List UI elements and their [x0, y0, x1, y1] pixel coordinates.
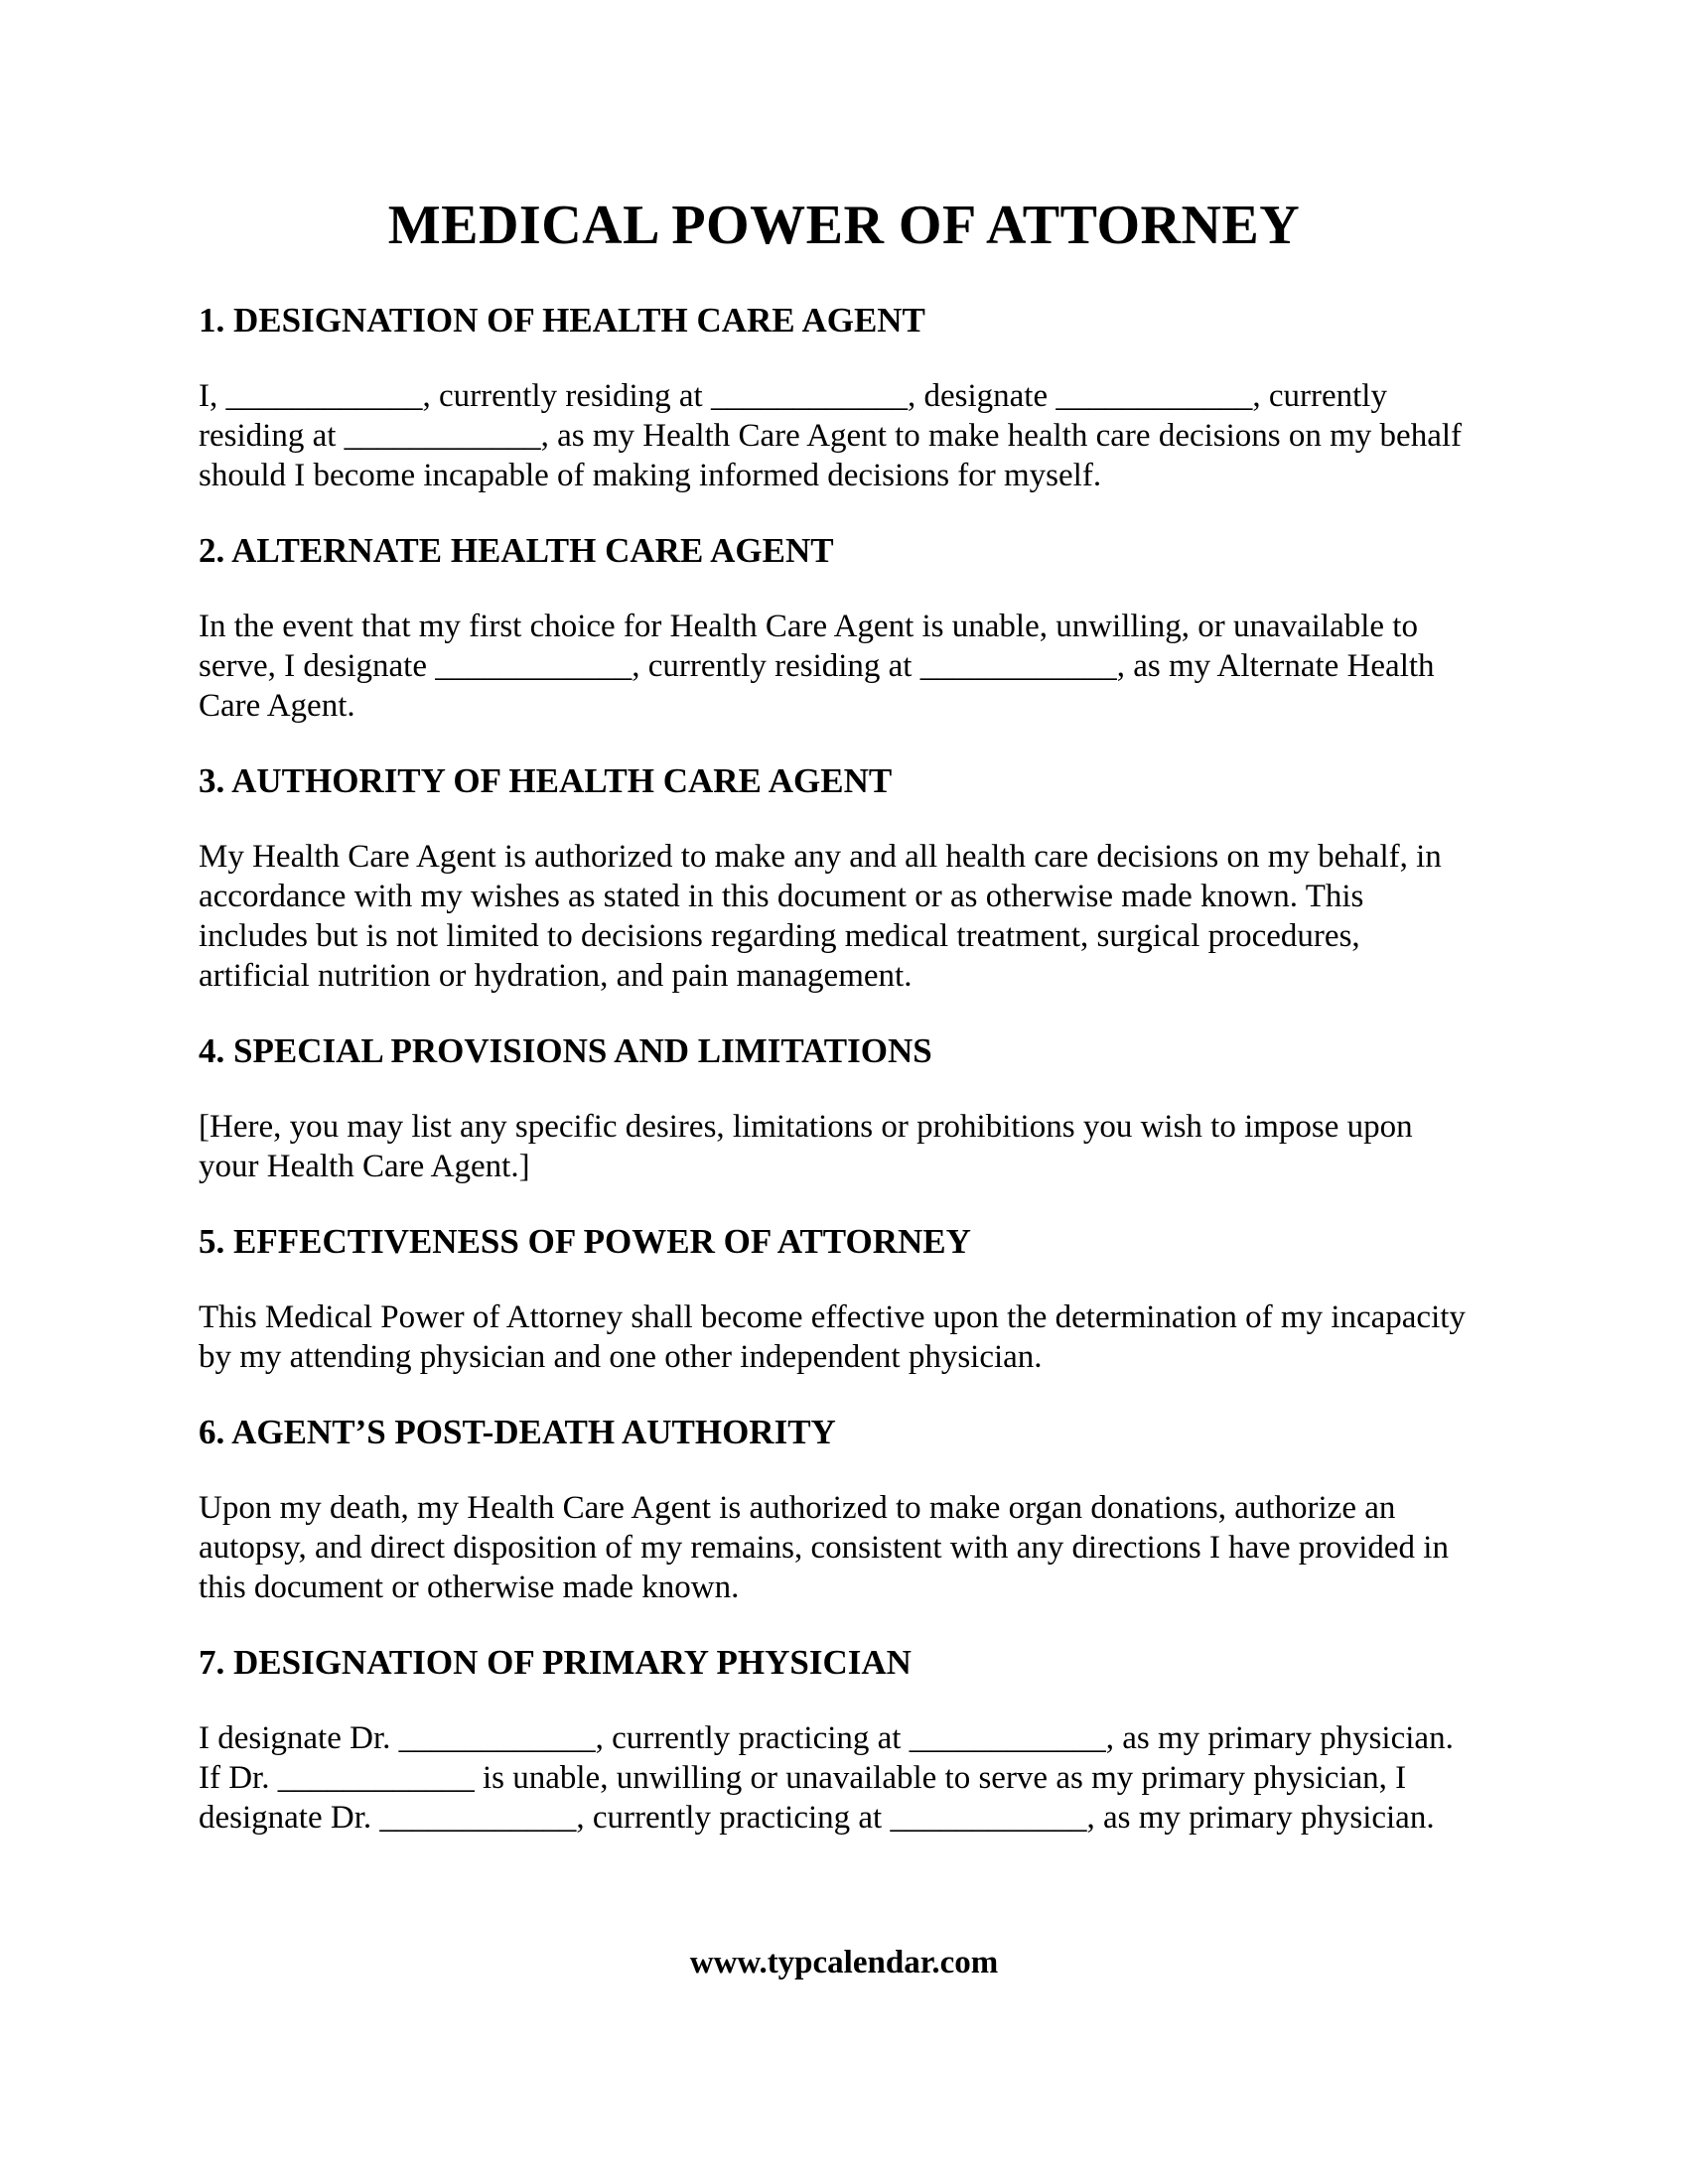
text-line: I, ____________, currently residing at ____________, designate ____________, currently — [199, 378, 1387, 414]
section-3-paragraph — [199, 837, 1489, 996]
section-alternate-health-care-agent — [199, 531, 1489, 726]
text-line: serve, I designate ____________, currently residing at ____________, as my Alternate Health — [199, 648, 1435, 684]
section-7-paragraph — [199, 1718, 1489, 1838]
section-4-heading: 4. SPECIAL PROVISIONS AND LIMITATIONS — [199, 1031, 932, 1070]
section-designation-of-primary-physician — [199, 1643, 1489, 1838]
text-line: Care Agent. — [199, 688, 355, 724]
section-7-heading: 7. DESIGNATION OF PRIMARY PHYSICIAN — [199, 1643, 912, 1682]
text-line: Upon my death, my Health Care Agent is authorized to make organ donations, authorize an — [199, 1490, 1396, 1526]
section-4-paragraph — [199, 1107, 1489, 1186]
section-6-heading: 6. AGENT’S POST-DEATH AUTHORITY — [199, 1413, 836, 1451]
section-3-heading: 3. AUTHORITY OF HEALTH CARE AGENT — [199, 761, 893, 800]
text-line: should I become incapable of making informed decisions for myself. — [199, 458, 1102, 493]
text-line: designate Dr. ____________, currently practicing at ____________, as my primary physician. — [199, 1800, 1435, 1836]
section-special-provisions-and-limitations — [199, 1031, 1489, 1186]
section-2-heading: 2. ALTERNATE HEALTH CARE AGENT — [199, 531, 834, 570]
section-5-paragraph — [199, 1297, 1489, 1377]
text-line: [Here, you may list any specific desires, limitations or prohibitions you wish to impose upon — [199, 1109, 1413, 1145]
text-line: this document or otherwise made known. — [199, 1570, 740, 1605]
text-line: your Health Care Agent.] — [199, 1149, 530, 1184]
section-5-heading: 5. EFFECTIVENESS OF POWER OF ATTORNEY — [199, 1222, 971, 1261]
text-line: artificial nutrition or hydration, and pain management. — [199, 958, 913, 994]
text-line: by my attending physician and one other independent physician. — [199, 1339, 1043, 1375]
text-line: My Health Care Agent is authorized to make any and all health care decisions on my behalf, in — [199, 839, 1442, 875]
section-authority-of-health-care-agent — [199, 761, 1489, 996]
section-effectiveness-of-power-of-attorney — [199, 1222, 1489, 1377]
section-1-paragraph — [199, 376, 1489, 495]
section-6-paragraph — [199, 1488, 1489, 1607]
section-designation-of-health-care-agent — [199, 301, 1489, 495]
text-line: In the event that my first choice for Health Care Agent is unable, unwilling, or unavailable to — [199, 609, 1418, 644]
text-line: residing at ____________, as my Health Care Agent to make health care decisions on my behalf — [199, 418, 1462, 454]
text-line: This Medical Power of Attorney shall become effective upon the determination of my incapacity — [199, 1299, 1466, 1335]
text-line: accordance with my wishes as stated in this document or as otherwise made known. This — [199, 879, 1364, 914]
section-1-heading: 1. DESIGNATION OF HEALTH CARE AGENT — [199, 301, 925, 340]
text-line: If Dr. ____________ is unable, unwilling or unavailable to serve as my primary physician, I — [199, 1760, 1407, 1796]
text-line: autopsy, and direct disposition of my remains, consistent with any directions I have provided in — [199, 1530, 1449, 1566]
section-2-paragraph — [199, 607, 1489, 726]
text-line: includes but is not limited to decisions regarding medical treatment, surgical procedures, — [199, 918, 1360, 954]
page-title: MEDICAL POWER OF ATTORNEY — [387, 195, 1301, 256]
text-line: I designate Dr. ____________, currently practicing at ____________, as my primary physician. — [199, 1720, 1454, 1756]
footer-url: www.typcalendar.com — [689, 1945, 999, 1980]
section-agents-post-death-authority — [199, 1413, 1489, 1607]
